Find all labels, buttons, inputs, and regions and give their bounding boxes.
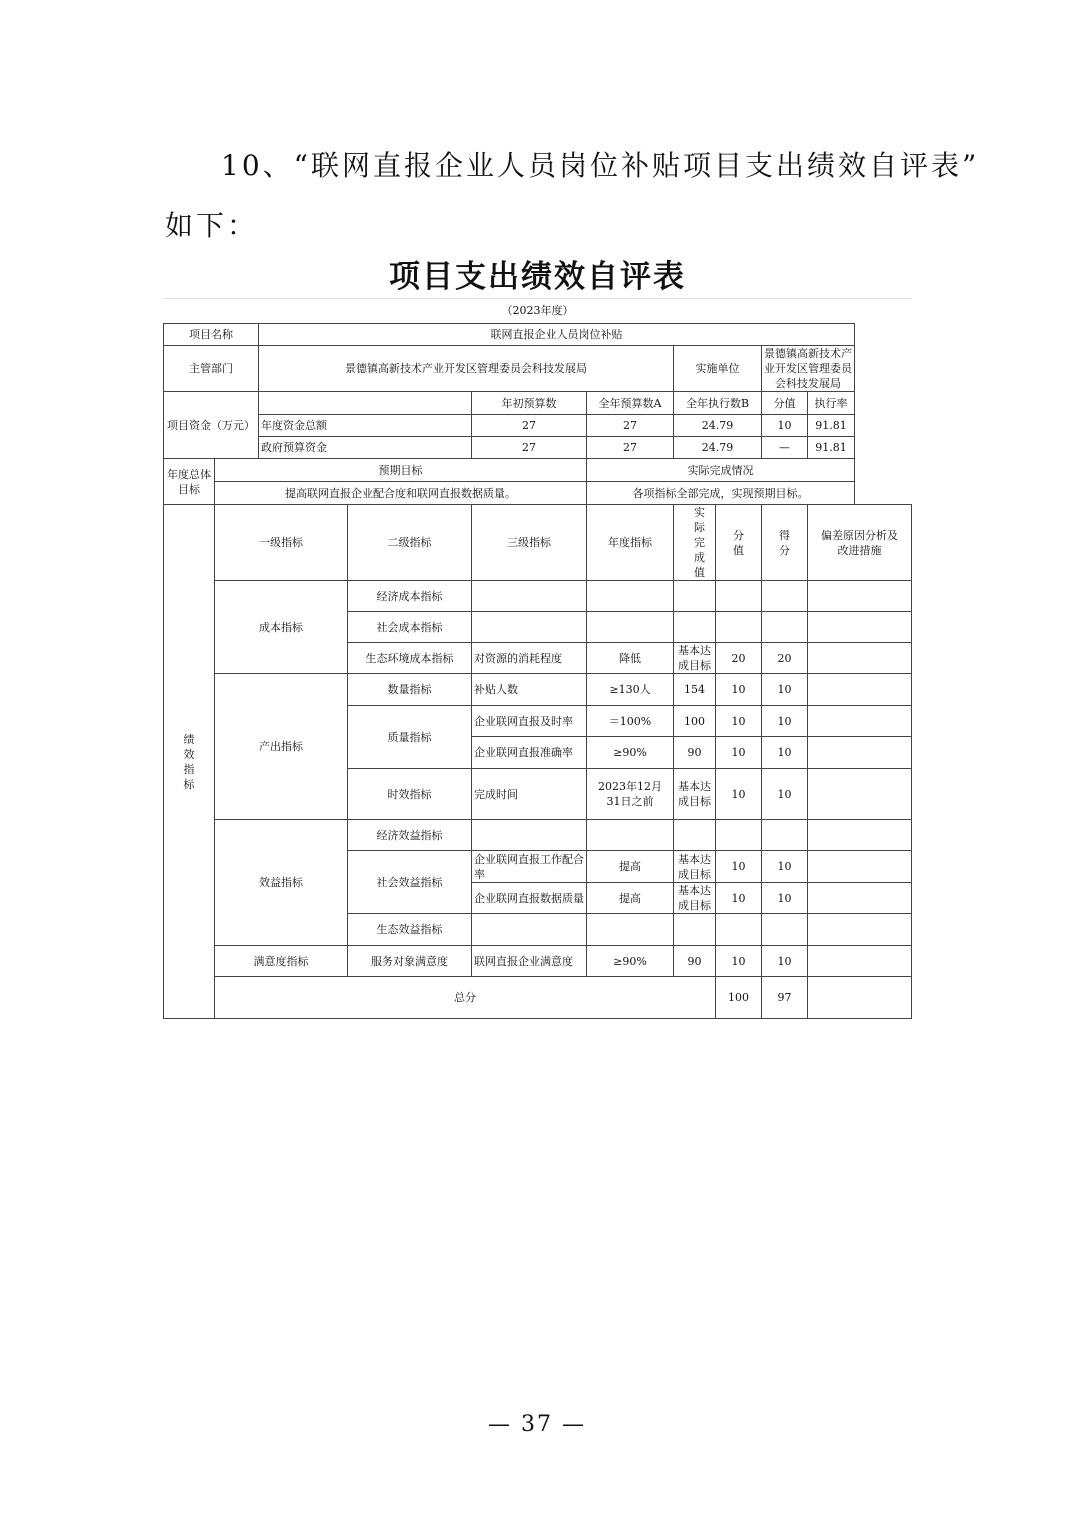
perf-header-l3: 三级指标 bbox=[472, 505, 587, 581]
score-eco-cost: 20 bbox=[716, 643, 762, 674]
impl-unit-value: 景德镇高新技术产业开发区管理委员会科技发展局 bbox=[762, 346, 855, 392]
dept-value: 景德镇高新技术产业开发区管理委员会科技发展局 bbox=[259, 346, 674, 392]
row-goal-content bbox=[164, 482, 912, 505]
row-department bbox=[164, 346, 912, 392]
funds-total-executed: 24.79 bbox=[674, 415, 762, 437]
group-benefit: 效益指标 bbox=[215, 820, 348, 946]
actual-eco-cost: 基本达成目标 bbox=[674, 643, 716, 674]
group-satisfaction: 满意度指标 bbox=[215, 946, 348, 977]
funds-gov-executed: 24.79 bbox=[674, 437, 762, 459]
target-quality-2: ≥90% bbox=[587, 737, 674, 769]
l3-eco-cost: 对资源的消耗程度 bbox=[472, 643, 587, 674]
goal-expected-label: 预期目标 bbox=[215, 459, 587, 482]
funds-label: 项目资金（万元） bbox=[164, 392, 259, 459]
cell-empty bbox=[808, 883, 912, 914]
project-name-value: 联网直报企业人员岗位补贴 bbox=[259, 324, 855, 346]
intro-line-1: 10、“联网直报企业人员岗位补贴项目支出绩效自评表” bbox=[221, 149, 980, 182]
row-perf-header bbox=[164, 505, 912, 581]
cell-empty bbox=[808, 851, 912, 883]
group-cost: 成本指标 bbox=[215, 581, 348, 674]
form-year: （2023年度） bbox=[163, 298, 912, 323]
funds-total-label: 年度资金总额 bbox=[259, 415, 472, 437]
l2-econ-cost: 经济成本指标 bbox=[348, 581, 472, 612]
score-quality-2: 10 bbox=[716, 737, 762, 769]
got-service: 10 bbox=[762, 946, 808, 977]
perf-label: 绩效指标 bbox=[164, 505, 215, 1019]
goal-actual: 各项指标全部完成，实现预期目标。 bbox=[587, 482, 855, 505]
cell-empty bbox=[587, 581, 674, 612]
actual-timeliness: 基本达成目标 bbox=[674, 769, 716, 820]
row-satisfaction bbox=[164, 946, 912, 977]
actual-social-2: 基本达成目标 bbox=[674, 883, 716, 914]
funds-total-rate: 91.81 bbox=[808, 415, 855, 437]
l2-social-benefit: 社会效益指标 bbox=[348, 851, 472, 914]
cell-empty bbox=[762, 914, 808, 946]
actual-service: 90 bbox=[674, 946, 716, 977]
row-goal-header bbox=[164, 459, 912, 482]
intro-paragraph bbox=[165, 136, 980, 256]
row-econ-cost bbox=[164, 581, 912, 612]
cell-empty bbox=[808, 977, 912, 1019]
funds-gov-score: — bbox=[762, 437, 808, 459]
l2-timeliness: 时效指标 bbox=[348, 769, 472, 820]
perf-header-reason: 偏差原因分析及改进措施 bbox=[808, 505, 912, 581]
target-timeliness: 2023年12月31日之前 bbox=[587, 769, 674, 820]
page-number: — 37 — bbox=[488, 1412, 586, 1437]
actual-social-1: 基本达成目标 bbox=[674, 851, 716, 883]
l3-social-1: 企业联网直报工作配合率 bbox=[472, 851, 587, 883]
l3-service: 联网直报企业满意度 bbox=[472, 946, 587, 977]
goal-actual-label: 实际完成情况 bbox=[587, 459, 855, 482]
perf-header-target: 年度指标 bbox=[587, 505, 674, 581]
l2-quantity: 数量指标 bbox=[348, 674, 472, 706]
got-social-1: 10 bbox=[762, 851, 808, 883]
perf-header-l1: 一级指标 bbox=[215, 505, 348, 581]
funds-total-annual: 27 bbox=[587, 415, 674, 437]
form-title: 项目支出绩效自评表 bbox=[389, 259, 686, 295]
total-label: 总分 bbox=[215, 977, 716, 1019]
l3-quality-1: 企业联网直报及时率 bbox=[472, 706, 587, 737]
l3-social-2: 企业联网直报数据质量 bbox=[472, 883, 587, 914]
total-score: 100 bbox=[716, 977, 762, 1019]
row-econ-benefit bbox=[164, 820, 912, 851]
evaluation-table bbox=[163, 323, 912, 1019]
cell-empty bbox=[674, 914, 716, 946]
funds-gov-label: 政府预算资金 bbox=[259, 437, 472, 459]
dept-label: 主管部门 bbox=[164, 346, 259, 392]
cell-empty bbox=[808, 769, 912, 820]
target-eco-cost: 降低 bbox=[587, 643, 674, 674]
cell-empty bbox=[762, 581, 808, 612]
actual-quality-1: 100 bbox=[674, 706, 716, 737]
got-eco-cost: 20 bbox=[762, 643, 808, 674]
cell-empty bbox=[587, 820, 674, 851]
got-social-2: 10 bbox=[762, 883, 808, 914]
cell-empty bbox=[808, 643, 912, 674]
cell-empty bbox=[808, 737, 912, 769]
l3-quality-2: 企业联网直报准确率 bbox=[472, 737, 587, 769]
score-timeliness: 10 bbox=[716, 769, 762, 820]
score-social-2: 10 bbox=[716, 883, 762, 914]
cell-empty bbox=[808, 706, 912, 737]
actual-quantity: 154 bbox=[674, 674, 716, 706]
l3-timeliness: 完成时间 bbox=[472, 769, 587, 820]
score-quality-1: 10 bbox=[716, 706, 762, 737]
cell-empty bbox=[808, 581, 912, 612]
cell-empty bbox=[808, 946, 912, 977]
goal-expected: 提高联网直报企业配合度和联网直报数据质量。 bbox=[215, 482, 587, 505]
perf-header-got: 得分 bbox=[762, 505, 808, 581]
funds-header-annual: 全年预算数A bbox=[587, 392, 674, 415]
cell-empty bbox=[716, 612, 762, 643]
row-project-name bbox=[164, 324, 912, 346]
self-evaluation-form bbox=[163, 256, 912, 1019]
score-social-1: 10 bbox=[716, 851, 762, 883]
cell-empty bbox=[716, 914, 762, 946]
row-funds-header bbox=[164, 392, 912, 415]
row-funds-total bbox=[164, 415, 912, 437]
score-service: 10 bbox=[716, 946, 762, 977]
score-quantity: 10 bbox=[716, 674, 762, 706]
l2-service: 服务对象满意度 bbox=[348, 946, 472, 977]
group-output: 产出指标 bbox=[215, 674, 348, 820]
target-social-2: 提高 bbox=[587, 883, 674, 914]
l2-econ-benefit: 经济效益指标 bbox=[348, 820, 472, 851]
l2-quality: 质量指标 bbox=[348, 706, 472, 769]
funds-gov-rate: 91.81 bbox=[808, 437, 855, 459]
row-total bbox=[164, 977, 912, 1019]
cell-empty bbox=[674, 612, 716, 643]
cell-empty bbox=[808, 914, 912, 946]
actual-quality-2: 90 bbox=[674, 737, 716, 769]
cell-empty bbox=[472, 820, 587, 851]
cell-empty bbox=[472, 612, 587, 643]
row-funds-government bbox=[164, 437, 912, 459]
got-quality-1: 10 bbox=[762, 706, 808, 737]
intro-line-2: 如下： bbox=[165, 209, 259, 242]
cell-empty bbox=[808, 612, 912, 643]
funds-gov-initial: 27 bbox=[472, 437, 587, 459]
funds-total-score: 10 bbox=[762, 415, 808, 437]
l2-eco-cost: 生态环境成本指标 bbox=[348, 643, 472, 674]
target-social-1: 提高 bbox=[587, 851, 674, 883]
cell-empty bbox=[674, 581, 716, 612]
l3-quantity: 补贴人数 bbox=[472, 674, 587, 706]
cell-empty bbox=[808, 820, 912, 851]
total-got: 97 bbox=[762, 977, 808, 1019]
perf-header-l2: 二级指标 bbox=[348, 505, 472, 581]
l2-eco-benefit: 生态效益指标 bbox=[348, 914, 472, 946]
target-quantity: ≥130人 bbox=[587, 674, 674, 706]
funds-header-blank bbox=[259, 392, 472, 415]
cell-empty bbox=[472, 914, 587, 946]
cell-empty bbox=[587, 612, 674, 643]
funds-total-initial: 27 bbox=[472, 415, 587, 437]
goal-label: 年度总体目标 bbox=[164, 459, 215, 505]
cell-empty bbox=[808, 674, 912, 706]
funds-header-executed: 全年执行数B bbox=[674, 392, 762, 415]
funds-header-initial: 年初预算数 bbox=[472, 392, 587, 415]
cell-empty bbox=[472, 581, 587, 612]
funds-header-rate: 执行率 bbox=[808, 392, 855, 415]
funds-gov-annual: 27 bbox=[587, 437, 674, 459]
target-service: ≥90% bbox=[587, 946, 674, 977]
row-quantity bbox=[164, 674, 912, 706]
target-quality-1: ＝100% bbox=[587, 706, 674, 737]
impl-unit-label: 实施单位 bbox=[674, 346, 762, 392]
l2-social-cost: 社会成本指标 bbox=[348, 612, 472, 643]
got-quantity: 10 bbox=[762, 674, 808, 706]
cell-empty bbox=[762, 820, 808, 851]
got-quality-2: 10 bbox=[762, 737, 808, 769]
got-timeliness: 10 bbox=[762, 769, 808, 820]
cell-empty bbox=[587, 914, 674, 946]
cell-empty bbox=[716, 820, 762, 851]
perf-header-score: 分值 bbox=[716, 505, 762, 581]
cell-empty bbox=[674, 820, 716, 851]
perf-header-actual: 实际完成值 bbox=[674, 505, 716, 581]
cell-empty bbox=[716, 581, 762, 612]
funds-header-score: 分值 bbox=[762, 392, 808, 415]
cell-empty bbox=[762, 612, 808, 643]
project-name-label: 项目名称 bbox=[164, 324, 259, 346]
